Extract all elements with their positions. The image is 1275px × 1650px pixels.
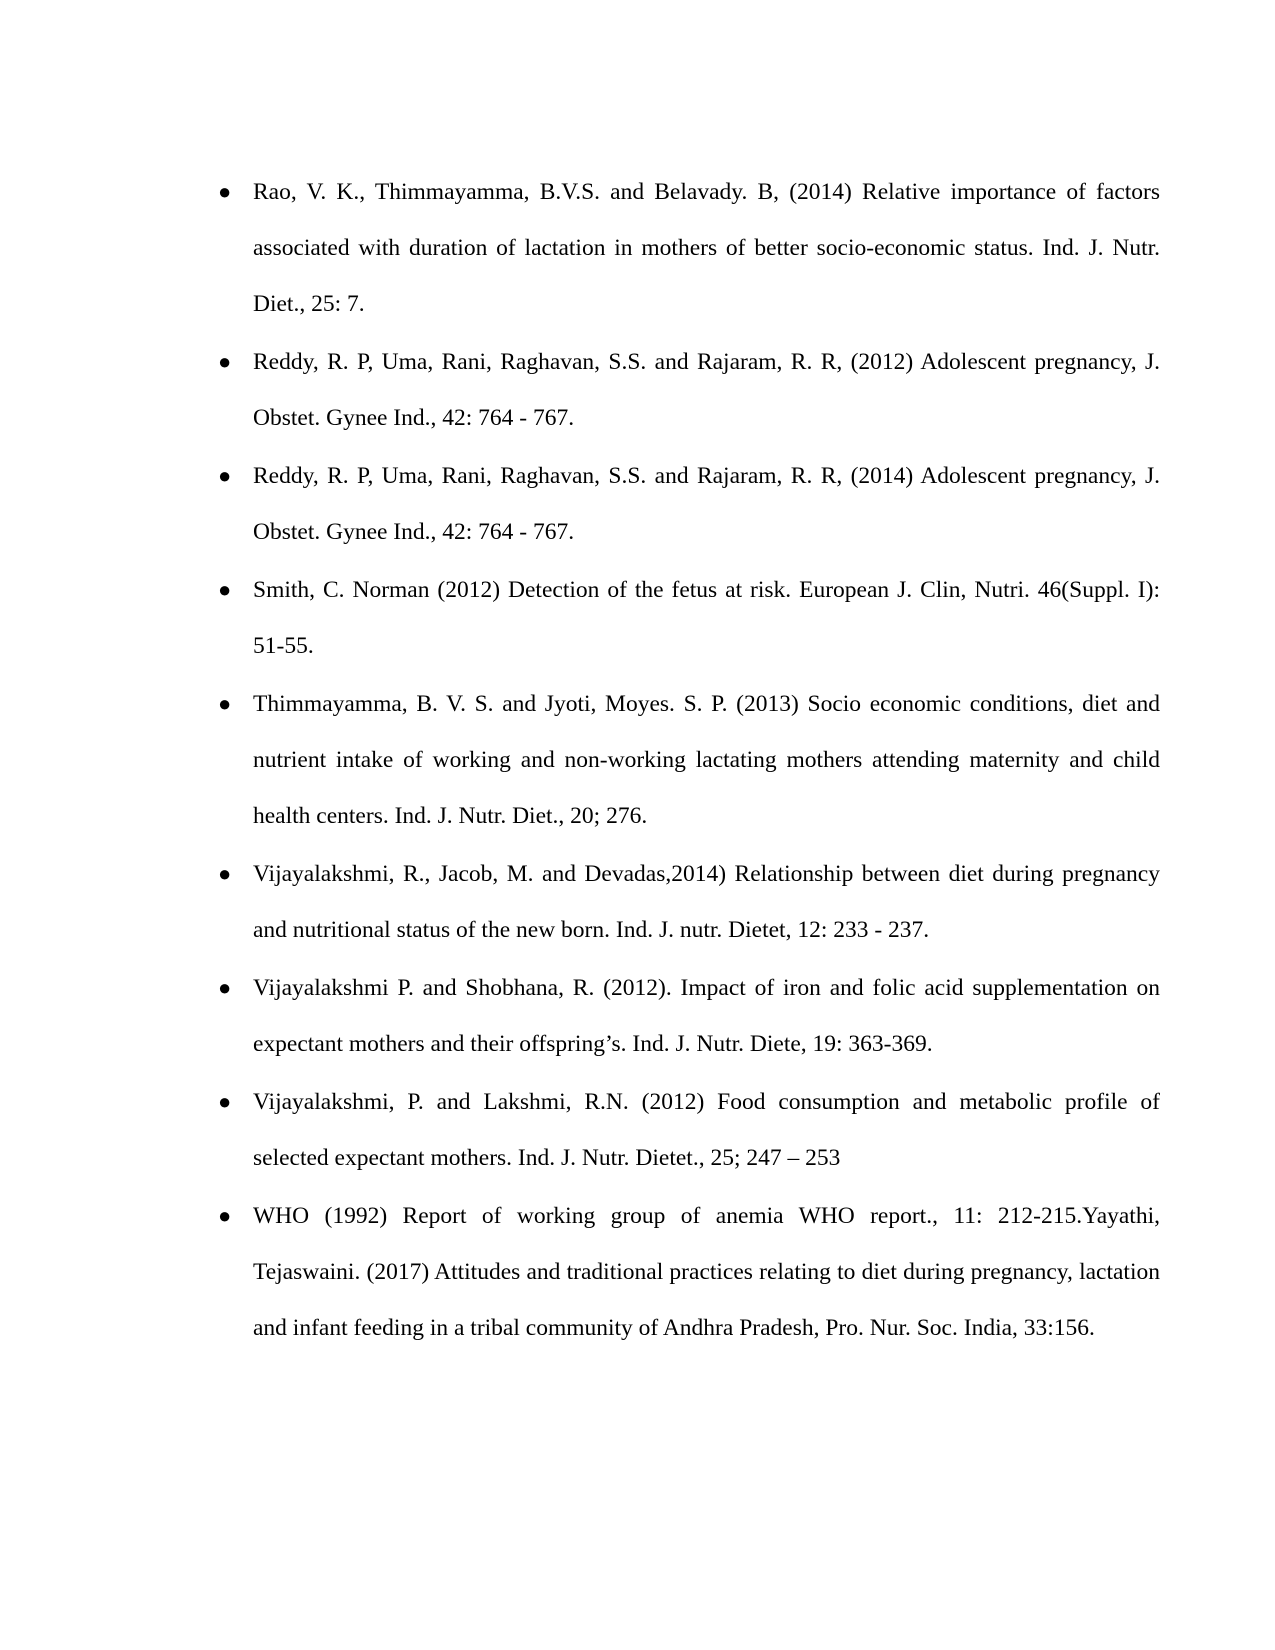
reference-text: Thimmayamma, B. V. S. and Jyoti, Moyes. S. P. (2013) Socio economic conditions, diet and nutrient intake of working and non-working lactating mothers attending maternity and child health centers. Ind. J. Nutr. Diet., 20; 276. <box>253 691 1160 829</box>
reference-text: Reddy, R. P, Uma, Rani, Raghavan, S.S. and Rajaram, R. R, (2012) Adolescent pregnancy, J. Obstet. Gynee Ind., 42: 764 - 767. <box>253 349 1160 431</box>
bullet-icon: ● <box>218 975 232 1000</box>
reference-item <box>218 334 1160 446</box>
bullet-icon: ● <box>218 179 232 204</box>
bullet-icon: ● <box>218 1203 232 1228</box>
reference-item <box>218 846 1160 958</box>
reference-item <box>218 960 1160 1072</box>
reference-item <box>218 562 1160 674</box>
reference-text: Vijayalakshmi, P. and Lakshmi, R.N. (2012) Food consumption and metabolic profile of selected expectant mothers. Ind. J. Nutr. Dietet., 25; 247 – 253 <box>253 1089 1160 1171</box>
bullet-icon: ● <box>218 463 232 488</box>
bullet-icon: ● <box>218 577 232 602</box>
bullet-icon: ● <box>218 1089 232 1114</box>
reference-item <box>218 676 1160 844</box>
reference-item <box>218 1188 1160 1356</box>
reference-item <box>218 164 1160 332</box>
bullet-icon: ● <box>218 349 232 374</box>
reference-text: Smith, C. Norman (2012) Detection of the fetus at risk. European J. Clin, Nutri. 46(Suppl. I): 51-55. <box>253 577 1160 659</box>
reference-text: WHO (1992) Report of working group of anemia WHO report., 11: 212-215.Yayathi, Tejaswaini. (2017) Attitudes and traditional practices relating to diet during pregnancy, lactation and infant feeding in a tribal community of Andhra Pradesh, Pro. Nur. Soc. India, 33:156. <box>253 1203 1160 1341</box>
reference-item <box>218 1074 1160 1186</box>
reference-text: Reddy, R. P, Uma, Rani, Raghavan, S.S. and Rajaram, R. R, (2014) Adolescent pregnancy, J. Obstet. Gynee Ind., 42: 764 - 767. <box>253 463 1160 545</box>
reference-text: Vijayalakshmi, R., Jacob, M. and Devadas,2014) Relationship between diet during pregnancy and nutritional status of the new born. Ind. J. nutr. Dietet, 12: 233 - 237. <box>253 861 1160 943</box>
reference-text: Vijayalakshmi P. and Shobhana, R. (2012). Impact of iron and folic acid supplementation on expectant mothers and their offspring’s. Ind. J. Nutr. Diete, 19: 363-369. <box>253 975 1160 1057</box>
reference-text: Rao, V. K., Thimmayamma, B.V.S. and Belavady. B, (2014) Relative importance of factors associated with duration of lactation in mothers of better socio-economic status. Ind. J. Nutr. Diet., 25: 7. <box>253 179 1160 317</box>
bullet-icon: ● <box>218 861 232 886</box>
reference-item <box>218 448 1160 560</box>
bullet-icon: ● <box>218 691 232 716</box>
reference-list <box>218 164 1160 1358</box>
